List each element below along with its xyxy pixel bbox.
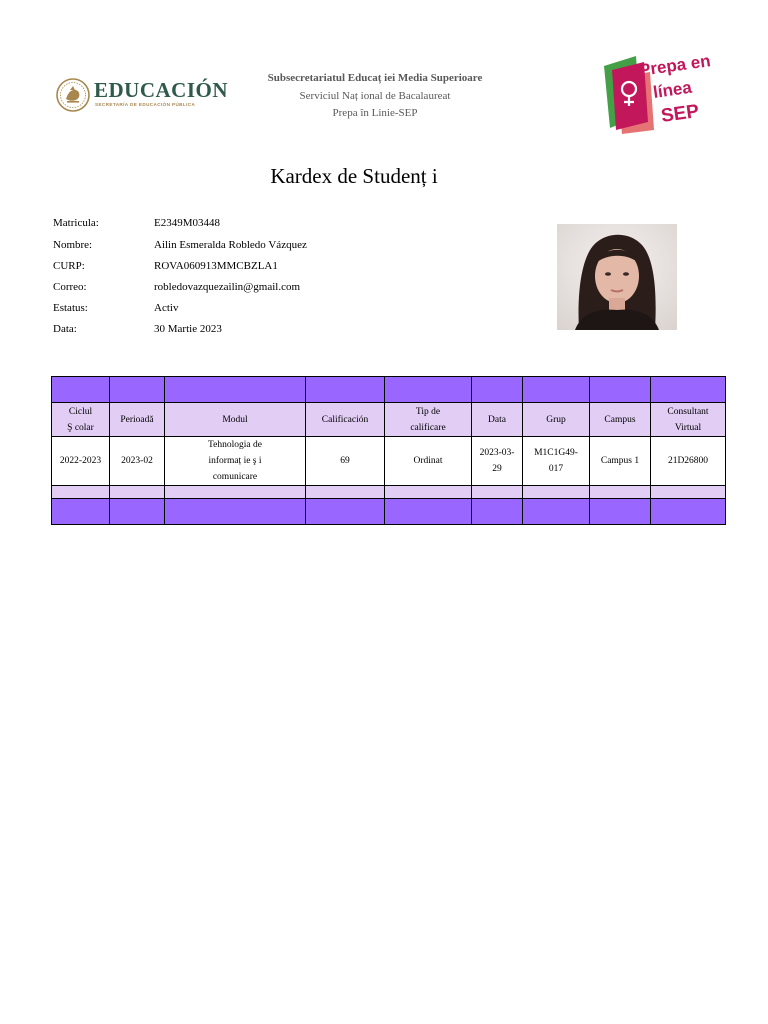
header-line-3: Prepa în Linie-SEP <box>332 107 418 119</box>
field-label: Data: <box>53 323 77 335</box>
prepa-line-3: SEP <box>659 100 701 127</box>
table-header-row <box>52 403 726 437</box>
logo-subtitle: SECRETARÍA DE EDUCACIÓN PÚBLICA <box>95 102 196 107</box>
field-label: Matricula: <box>53 217 99 229</box>
logo-word: EDUCACIÓN <box>94 78 229 102</box>
header-modul: Modul <box>165 403 306 437</box>
table-top-band <box>52 377 726 403</box>
field-value: E2349M03448 <box>154 217 220 229</box>
header-tip-calificare: Tip de calificare <box>385 403 472 437</box>
table-separator-row <box>52 486 726 499</box>
cell-ciclul: 2022-2023 <box>52 437 110 486</box>
header-consultant-virtual: Consultant Virtual <box>651 403 726 437</box>
header-grup: Grup <box>523 403 590 437</box>
sep-educacion-logo <box>56 78 229 114</box>
table-bottom-band <box>52 499 726 525</box>
student-portrait-image <box>557 224 677 330</box>
field-value: Activ <box>154 302 179 314</box>
field-value: Ailin Esmeralda Robledo Vázquez <box>154 239 307 251</box>
cell-consultant: 21D26800 <box>651 437 726 486</box>
cell-grup: M1C1G49- 017 <box>523 437 590 486</box>
kardex-table <box>51 376 726 525</box>
header-data: Data <box>472 403 523 437</box>
header-line-1: Subsecretariatul Educaț iei Media Superioare <box>267 72 483 84</box>
header-calificacion: Calificación <box>306 403 385 437</box>
header-perioada: Perioadă <box>110 403 165 437</box>
field-label: CURP: <box>53 260 85 272</box>
field-label: Estatus: <box>53 302 88 314</box>
prepa-line-1: Prepa en <box>637 56 712 80</box>
header-center <box>230 70 520 123</box>
prepa-logo-shape <box>600 56 712 136</box>
field-label: Correo: <box>53 281 87 293</box>
cell-tip-calificare: Ordinat <box>385 437 472 486</box>
prepa-line-2: línea <box>651 77 693 102</box>
cell-modul: Tehnologia de informaț ie ş i comunicare <box>165 437 306 486</box>
field-label: Nombre: <box>53 239 93 251</box>
table-row <box>52 437 726 486</box>
cell-campus: Campus 1 <box>590 437 651 486</box>
field-value: robledovazquezailin@gmail.com <box>154 281 301 293</box>
cell-data: 2023-03- 29 <box>472 437 523 486</box>
header-line-2: Serviciul Naț ional de Bacalaureat <box>299 89 451 102</box>
student-photo <box>557 224 677 330</box>
cell-calificacion: 69 <box>306 437 385 486</box>
field-value: ROVA060913MMCBZLA1 <box>154 260 278 272</box>
mexican-seal-icon <box>56 78 90 112</box>
header-ciclul-scolar: Ciclul Ş colar <box>52 403 110 437</box>
cell-perioada: 2023-02 <box>110 437 165 486</box>
header-campus: Campus <box>590 403 651 437</box>
prepa-en-linea-logo <box>600 56 712 136</box>
page-title: Kardex de Studenț i <box>270 164 438 188</box>
field-value: 30 Martie 2023 <box>154 323 222 335</box>
